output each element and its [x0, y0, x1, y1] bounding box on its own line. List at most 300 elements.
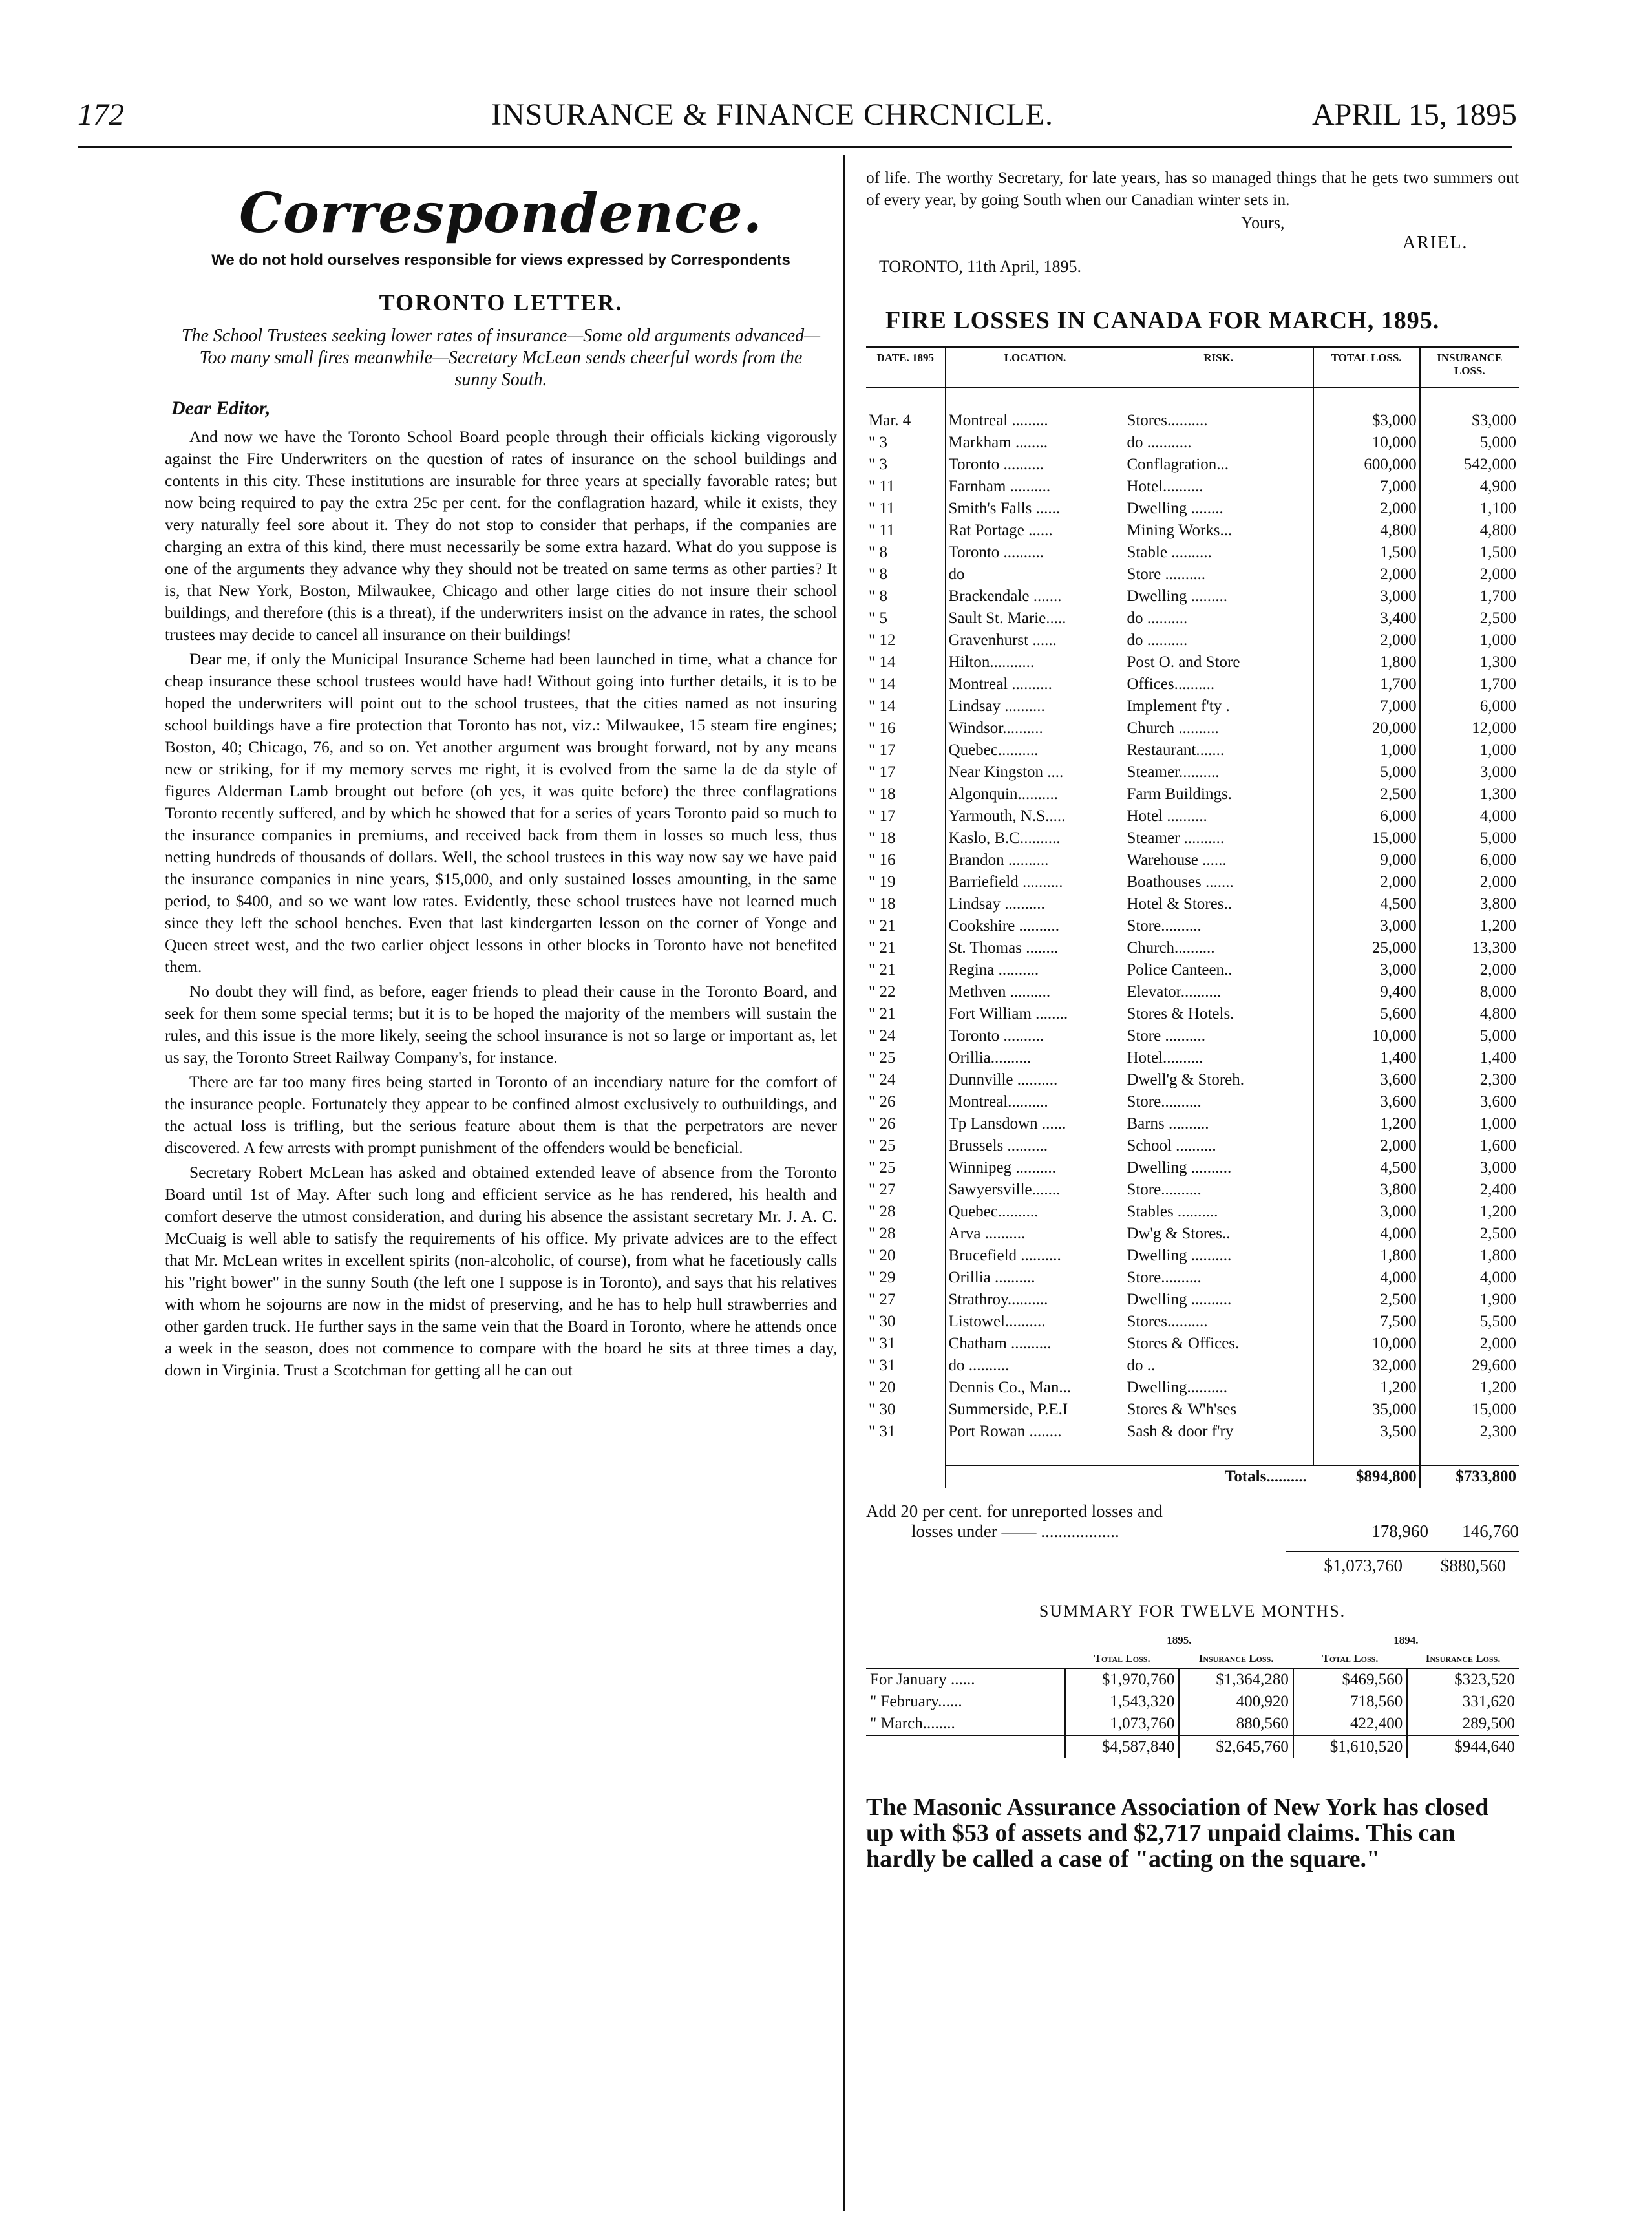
- table-row: [866, 805, 1519, 827]
- col-insurance-1894: Insurance Loss.: [1407, 1650, 1519, 1668]
- row-date: " 8: [866, 586, 946, 608]
- paragraph: Dear me, if only the Municipal Insurance Scheme had been launched in time, what a chance for cheap insurance these school trustees would have had! Without going into further details, it is to be hoped the underwriters will point out to the school trustees, that the cities named as not insuring school buildings have a fire protection that Toronto has not, viz.: Milwaukee, 15 steam fire engines; Boston, 40; Chicago, 76, and so on. Yet another argument was brought forward, not by any means new or striking, for if my memory serves me right, it is evolved from the same la de da style of figures Alderman Lamb brought out before (oh yes, it was quite before) the three conflagrations Toronto recently suffered, and by which he showed that for a series of years Toronto paid so much to the insurance companies in premiums, and received back from them in losses so much less, thus netting hundreds of thousands of dollars. Well, the school trustees in this way now say we have paid the insurance companies in nine years, $15,000, and only sustained losses amounting, in the same period, to $400, and so we want low rates. Evidently, these school trustees have not learned much since they left the school benches. Even that last kindergarten lesson on the corner of Yonge and Queen street west, and the two earlier object lessons in other blocks in Toronto have not benefited them.: [165, 650, 837, 976]
- row-risk: Store ..........: [1124, 564, 1313, 586]
- row-date: " 31: [866, 1355, 946, 1377]
- table-row: [866, 1223, 1519, 1245]
- table-row: [866, 959, 1519, 981]
- paragraph: No doubt they will find, as before, eager friends to plead their cause in the Toronto Board, and seek for them some special terms; but it is to be hoped the majority of the members will sustain the rules, and this issue is the more likely, seeing the school insurance is not so large or important as, let us say, the Toronto Street Railway Company's, for instance.: [165, 982, 837, 1066]
- row-risk: Sash & door f'ry: [1124, 1421, 1313, 1443]
- table-row: [866, 410, 1519, 432]
- row-location: Chatham ..........: [948, 1335, 1052, 1352]
- addition-insurance: 146,760: [1462, 1522, 1519, 1541]
- row-location: Algonquin..........: [948, 785, 1058, 803]
- row-total-loss: 15,000: [1313, 827, 1420, 849]
- row-insurance-loss: 1,200: [1479, 1379, 1516, 1396]
- row-location: Brussels ..........: [948, 1137, 1048, 1154]
- totals-total: $894,800: [1313, 1465, 1420, 1488]
- row-total-loss: 4,000: [1313, 1223, 1420, 1245]
- summary-t95: $1,970,760: [1065, 1668, 1179, 1691]
- row-location: Yarmouth, N.S.....: [948, 807, 1066, 825]
- paragraph: There are far too many fires being started in Toronto of an incendiary nature for the comfort of the insurance people. Fortunately they appear to be confined almost exclusively to outbuildings, and the actual loss is trifling, but the serious feature about them is that the perpetrators are never discovered. A few arrests with prompt punishment of the offenders would be beneficial.: [165, 1072, 837, 1157]
- summary-month: " March........: [870, 1715, 955, 1732]
- row-location: Winnipeg ..........: [948, 1159, 1056, 1176]
- row-total-loss: 32,000: [1313, 1355, 1420, 1377]
- journal-title: INSURANCE & FINANCE CHRCNICLE.: [491, 98, 1054, 132]
- row-risk: Dwelling ..........: [1124, 1289, 1313, 1311]
- row-insurance-loss: 1,900: [1479, 1291, 1516, 1308]
- row-insurance-loss: 5,000: [1479, 829, 1516, 847]
- row-risk: Hotel ..........: [1124, 805, 1313, 827]
- row-risk: Restaurant.......: [1124, 739, 1313, 761]
- row-location: Port Rowan ........: [948, 1423, 1062, 1440]
- row-location: Near Kingston ....: [948, 763, 1064, 781]
- row-date: " 25: [866, 1135, 946, 1157]
- summary-t95: 1,543,320: [1065, 1691, 1179, 1713]
- row-date: " 3: [866, 432, 946, 454]
- row-total-loss: 2,500: [1313, 1289, 1420, 1311]
- table-row: [866, 739, 1519, 761]
- row-date: " 26: [866, 1113, 946, 1135]
- row-total-loss: 2,000: [1313, 871, 1420, 893]
- row-risk: do ..........: [1124, 630, 1313, 652]
- row-insurance-loss: 2,000: [1479, 873, 1516, 891]
- summary-i94: 289,500: [1407, 1713, 1519, 1735]
- row-total-loss: 10,000: [1313, 432, 1420, 454]
- row-risk: Post O. and Store: [1124, 652, 1313, 674]
- row-total-loss: 2,000: [1313, 630, 1420, 652]
- row-insurance-loss: 1,000: [1479, 741, 1516, 759]
- row-total-loss: 3,800: [1313, 1179, 1420, 1201]
- row-location: Lindsay ..........: [948, 895, 1045, 913]
- table-row: [866, 432, 1519, 454]
- row-risk: Implement f'ty .: [1124, 695, 1313, 717]
- row-risk: do ..........: [1124, 608, 1313, 630]
- table-row: [866, 937, 1519, 959]
- row-date: " 12: [866, 630, 946, 652]
- row-date: " 22: [866, 981, 946, 1003]
- grand-total: $1,073,760: [1324, 1556, 1403, 1575]
- summary-t95: 1,073,760: [1065, 1713, 1179, 1735]
- table-row: [866, 564, 1519, 586]
- row-location: Summerside, P.E.I: [948, 1401, 1068, 1418]
- row-insurance-loss: 4,800: [1479, 522, 1516, 539]
- table-row: [866, 542, 1519, 564]
- row-total-loss: 1,800: [1313, 1245, 1420, 1267]
- col-risk: RISK.: [1124, 347, 1313, 387]
- row-date: " 5: [866, 608, 946, 630]
- year-1895: 1895.: [1167, 1634, 1192, 1646]
- summary-i95: 400,920: [1179, 1691, 1293, 1713]
- sum-total-t94: $1,610,520: [1293, 1735, 1407, 1758]
- table-row: [866, 1069, 1519, 1091]
- row-location: Quebec..........: [948, 1203, 1039, 1220]
- row-total-loss: 3,000: [1313, 915, 1420, 937]
- row-total-loss: 9,400: [1313, 981, 1420, 1003]
- row-insurance-loss: 12,000: [1472, 719, 1516, 737]
- row-risk: Church ..........: [1124, 717, 1313, 739]
- sum-total-t95: $4,587,840: [1065, 1735, 1179, 1758]
- table-row: [866, 893, 1519, 915]
- row-date: " 8: [866, 564, 946, 586]
- signature: ARIEL.: [1403, 233, 1468, 253]
- summary-title: SUMMARY FOR TWELVE MONTHS.: [1039, 1602, 1346, 1620]
- row-total-loss: 5,000: [1313, 761, 1420, 783]
- row-date: " 3: [866, 454, 946, 476]
- row-total-loss: 7,500: [1313, 1311, 1420, 1333]
- row-insurance-loss: 1,500: [1479, 544, 1516, 561]
- issue-date: APRIL 15, 1895: [1312, 98, 1517, 132]
- row-risk: Stores & Hotels.: [1124, 1003, 1313, 1025]
- row-insurance-loss: 1,700: [1479, 675, 1516, 693]
- masonic-note: The Masonic Assurance Association of New York has closed up with $53 of assets and $2,717 unpaid claims. This can hardly be called a case of "acting on the square.": [866, 1794, 1489, 1873]
- row-date: " 14: [866, 674, 946, 695]
- row-risk: Store..........: [1124, 1267, 1313, 1289]
- row-date: " 26: [866, 1091, 946, 1113]
- table-row: [866, 1003, 1519, 1025]
- row-date: " 24: [866, 1025, 946, 1047]
- table-row: [866, 520, 1519, 542]
- row-date: " 14: [866, 695, 946, 717]
- row-date: " 25: [866, 1157, 946, 1179]
- summary-row: [866, 1668, 1519, 1691]
- row-total-loss: 2,000: [1313, 564, 1420, 586]
- row-risk: Dwelling ..........: [1124, 1157, 1313, 1179]
- row-risk: Mining Works...: [1124, 520, 1313, 542]
- table-row: [866, 1157, 1519, 1179]
- table-row: [866, 783, 1519, 805]
- column-divider: [843, 155, 845, 2211]
- row-risk: Police Canteen..: [1124, 959, 1313, 981]
- row-location: Rat Portage ......: [948, 522, 1053, 539]
- row-risk: Steamer ..........: [1124, 827, 1313, 849]
- row-total-loss: 20,000: [1313, 717, 1420, 739]
- row-risk: Farm Buildings.: [1124, 783, 1313, 805]
- row-total-loss: 9,000: [1313, 849, 1420, 871]
- row-insurance-loss: 5,000: [1479, 1027, 1516, 1045]
- row-location: Gravenhurst ......: [948, 631, 1057, 649]
- addition-note: Add 20 per cent. for unreported losses and: [866, 1502, 1163, 1521]
- totals-row: [866, 1465, 1519, 1488]
- table-row: [866, 454, 1519, 476]
- row-insurance-loss: 2,500: [1479, 610, 1516, 627]
- grand-insurance: $880,560: [1440, 1556, 1506, 1575]
- row-date: " 27: [866, 1179, 946, 1201]
- summary-table: [866, 1631, 1519, 1758]
- section-title: Correspondence.: [238, 181, 763, 245]
- col-location: LOCATION.: [946, 347, 1125, 387]
- row-location: Toronto ..........: [948, 1027, 1044, 1045]
- row-location: do: [948, 566, 965, 583]
- row-insurance-loss: 4,000: [1479, 807, 1516, 825]
- row-insurance-loss: $3,000: [1472, 412, 1516, 429]
- row-total-loss: 2,000: [1313, 1135, 1420, 1157]
- col-insurance-1895: Insurance Loss.: [1179, 1650, 1293, 1668]
- row-total-loss: 4,500: [1313, 1157, 1420, 1179]
- paragraph: And now we have the Toronto School Board people through their officials kicking vigorously against the Fire Underwriters on the question of rates of insurance on the school buildings and contents in this city. These institutions are insurable for three years at specially favorable rates; but now being required to pay the extra 25c per cent. for the conflagration hazard, while it exists, they very naturally feel sore about it. They do not stop to consider that perhaps, if the companies are charging an extra of this kind, there must necessarily be some extra hazard. What do you suppose is one of the arguments they advance why they should not be treated on same terms as other parties? It is, that New York, Boston, Milwaukee, Chicago and other large cities do not insure their school buildings, and therefore (this is a threat), if the underwriters insist on the advance in rates, the school trustees may decide to cancel all insurance on their buildings!: [165, 427, 837, 644]
- summary-month: For January ......: [870, 1671, 975, 1688]
- disclaimer: We do not hold ourselves responsible for views expressed by Correspondents: [211, 251, 790, 269]
- row-insurance-loss: 15,000: [1472, 1401, 1516, 1418]
- summary-t94: $469,560: [1293, 1668, 1407, 1691]
- row-insurance-loss: 1,000: [1479, 1115, 1516, 1132]
- table-row: [866, 476, 1519, 498]
- table-row: [866, 1113, 1519, 1135]
- row-insurance-loss: 2,300: [1479, 1071, 1516, 1088]
- sum-total-i95: $2,645,760: [1179, 1735, 1293, 1758]
- row-location: Fort William ........: [948, 1005, 1068, 1023]
- table-row: [866, 1267, 1519, 1289]
- salutation: Dear Editor,: [171, 398, 271, 419]
- row-risk: Stores..........: [1124, 410, 1313, 432]
- row-insurance-loss: 8,000: [1479, 983, 1516, 1001]
- row-location: Dunnville ..........: [948, 1071, 1058, 1088]
- row-total-loss: 5,600: [1313, 1003, 1420, 1025]
- totals-label: Totals..........: [946, 1465, 1313, 1488]
- row-insurance-loss: 1,300: [1479, 653, 1516, 671]
- row-insurance-loss: 13,300: [1472, 939, 1516, 957]
- row-location: Quebec..........: [948, 741, 1039, 759]
- summary-t94: 718,560: [1293, 1691, 1407, 1713]
- row-risk: Offices..........: [1124, 674, 1313, 695]
- row-date: " 21: [866, 915, 946, 937]
- row-insurance-loss: 6,000: [1479, 851, 1516, 869]
- fire-losses-table: [866, 346, 1519, 1488]
- table-row: [866, 674, 1519, 695]
- table-row: [866, 1091, 1519, 1113]
- row-location: Dennis Co., Man...: [948, 1379, 1072, 1396]
- table-row: [866, 608, 1519, 630]
- row-date: " 14: [866, 652, 946, 674]
- row-risk: Stables ..........: [1124, 1201, 1313, 1223]
- row-risk: Hotel..........: [1124, 476, 1313, 498]
- row-date: " 11: [866, 476, 946, 498]
- row-date: " 18: [866, 783, 946, 805]
- row-date: " 16: [866, 849, 946, 871]
- row-date: " 11: [866, 520, 946, 542]
- row-risk: Barns ..........: [1124, 1113, 1313, 1135]
- row-date: " 18: [866, 893, 946, 915]
- row-date: " 8: [866, 542, 946, 564]
- year-1894: 1894.: [1393, 1634, 1419, 1646]
- row-location: Kaslo, B.C..........: [948, 829, 1061, 847]
- table-row: [866, 1333, 1519, 1355]
- closing: Yours,: [1241, 213, 1285, 232]
- row-risk: School ..........: [1124, 1135, 1313, 1157]
- row-insurance-loss: 3,800: [1479, 895, 1516, 913]
- row-location: Montreal .........: [948, 412, 1048, 429]
- table-row: [866, 1289, 1519, 1311]
- row-location: Brackendale .......: [948, 588, 1062, 605]
- row-date: " 28: [866, 1223, 946, 1245]
- row-date: " 28: [866, 1201, 946, 1223]
- row-date: " 21: [866, 959, 946, 981]
- row-total-loss: 3,600: [1313, 1069, 1420, 1091]
- row-total-loss: 3,500: [1313, 1421, 1420, 1443]
- table-row: [866, 849, 1519, 871]
- row-location: Sawyersville.......: [948, 1181, 1061, 1198]
- row-risk: Dw'g & Stores..: [1124, 1223, 1313, 1245]
- row-total-loss: 10,000: [1313, 1025, 1420, 1047]
- row-location: Smith's Falls ......: [948, 500, 1061, 517]
- letter-title: TORONTO LETTER.: [379, 290, 623, 315]
- row-location: Toronto ..........: [948, 544, 1044, 561]
- row-insurance-loss: 2,400: [1479, 1181, 1516, 1198]
- row-total-loss: 3,400: [1313, 608, 1420, 630]
- row-date: " 20: [866, 1245, 946, 1267]
- table-row: [866, 586, 1519, 608]
- row-total-loss: 1,200: [1313, 1113, 1420, 1135]
- addition-row: [866, 1522, 1519, 1542]
- row-total-loss: 2,000: [1313, 498, 1420, 520]
- fire-losses-title: FIRE LOSSES IN CANADA FOR MARCH, 1895.: [885, 307, 1440, 334]
- row-date: " 24: [866, 1069, 946, 1091]
- row-date: " 31: [866, 1421, 946, 1443]
- row-risk: Boathouses .......: [1124, 871, 1313, 893]
- table-row: [866, 630, 1519, 652]
- row-insurance-loss: 2,500: [1479, 1225, 1516, 1242]
- row-risk: Stores & W'h'ses: [1124, 1399, 1313, 1421]
- row-insurance-loss: 1,300: [1479, 785, 1516, 803]
- row-total-loss: 6,000: [1313, 805, 1420, 827]
- row-risk: do ...........: [1124, 432, 1313, 454]
- row-total-loss: 25,000: [1313, 937, 1420, 959]
- row-insurance-loss: 2,000: [1479, 566, 1516, 583]
- row-total-loss: 1,400: [1313, 1047, 1420, 1069]
- letter-continuation: of life. The worthy Secretary, for late years, has so managed things that he gets two summers out of every year, by going South when our Canadian winter sets in.: [866, 168, 1519, 209]
- paragraph: Secretary Robert McLean has asked and obtained extended leave of absence from the Toronto Board until 1st of May. After such long and efficient service as he has rendered, his health and comfort deserve the utmost consideration, and during his absence the assistant secretary Mr. J. A. C. McCuaig is well able to satisfy the requirements of his office. My private advices are to the effect that Mr. McLean writes in excellent spirits (non-alcoholic, of course), from what he facetiously calls his "right bower" in the sunny South (the left one I suppose is in Toronto), and says that his relatives with whom he sojourns are now in the midst of preserving, and he has to help hull strawberries and other garden truck. He further says in the same vein that the Board in Toronto, where he attends once a week in the season, does not commence to compare with the board he sits at three times a day, down in Virginia. Trust a Scotchman for getting all he can out: [165, 1163, 837, 1379]
- row-location: St. Thomas ........: [948, 939, 1059, 957]
- row-risk: Dwelling ..........: [1124, 1245, 1313, 1267]
- row-location: Montreal..........: [948, 1093, 1048, 1110]
- table-row: [866, 1201, 1519, 1223]
- row-risk: Dwelling ........: [1124, 498, 1313, 520]
- row-insurance-loss: 2,000: [1479, 961, 1516, 979]
- row-insurance-loss: 1,800: [1479, 1247, 1516, 1264]
- row-location: Brucefield ..........: [948, 1247, 1061, 1264]
- row-insurance-loss: 1,100: [1479, 500, 1516, 517]
- row-total-loss: 1,700: [1313, 674, 1420, 695]
- row-total-loss: 7,000: [1313, 695, 1420, 717]
- row-date: " 21: [866, 1003, 946, 1025]
- table-row: [866, 717, 1519, 739]
- row-location: Orillia..........: [948, 1049, 1032, 1066]
- row-risk: Dwelling..........: [1124, 1377, 1313, 1399]
- row-date: " 17: [866, 761, 946, 783]
- row-risk: Store..........: [1124, 1091, 1313, 1113]
- row-location: Hilton...........: [948, 653, 1035, 671]
- summary-row: [866, 1713, 1519, 1735]
- row-location: Methven ..........: [948, 983, 1051, 1001]
- table-row: [866, 1179, 1519, 1201]
- table-row: [866, 1311, 1519, 1333]
- row-location: Orillia ..........: [948, 1269, 1035, 1286]
- row-location: Montreal ..........: [948, 675, 1052, 693]
- row-insurance-loss: 6,000: [1479, 697, 1516, 715]
- row-insurance-loss: 1,200: [1479, 917, 1516, 935]
- header-rule: [78, 146, 1512, 148]
- row-risk: Conflagration...: [1124, 454, 1313, 476]
- addition-total: 178,960: [1371, 1522, 1428, 1541]
- row-total-loss: 4,800: [1313, 520, 1420, 542]
- col-total-1895: Total Loss.: [1065, 1650, 1179, 1668]
- table-row: [866, 1421, 1519, 1443]
- row-date: " 30: [866, 1399, 946, 1421]
- row-insurance-loss: 1,400: [1479, 1049, 1516, 1066]
- col-insurance-loss: INSURANCE LOSS.: [1420, 347, 1519, 387]
- row-risk: Hotel..........: [1124, 1047, 1313, 1069]
- row-date: " 25: [866, 1047, 946, 1069]
- row-location: Windsor..........: [948, 719, 1043, 737]
- row-total-loss: 3,600: [1313, 1091, 1420, 1113]
- grand-total-row: [1286, 1551, 1519, 1576]
- row-insurance-loss: 3,000: [1479, 1159, 1516, 1176]
- summary-i95: $1,364,280: [1179, 1668, 1293, 1691]
- row-total-loss: 10,000: [1313, 1333, 1420, 1355]
- row-total-loss: $3,000: [1313, 410, 1420, 432]
- summary-i94: $323,520: [1407, 1668, 1519, 1691]
- row-location: Arva ..........: [948, 1225, 1026, 1242]
- summary-i95: 880,560: [1179, 1713, 1293, 1735]
- addition-label: losses under —— ..................: [911, 1522, 1119, 1541]
- row-date: " 19: [866, 871, 946, 893]
- row-insurance-loss: 5,000: [1479, 434, 1516, 451]
- row-location: Markham ........: [948, 434, 1048, 451]
- table-row: [866, 1135, 1519, 1157]
- row-total-loss: 4,500: [1313, 893, 1420, 915]
- row-total-loss: 35,000: [1313, 1399, 1420, 1421]
- row-date: " 29: [866, 1267, 946, 1289]
- row-total-loss: 2,500: [1313, 783, 1420, 805]
- table-row: [866, 1025, 1519, 1047]
- table-row: [866, 1047, 1519, 1069]
- col-date: DATE. 1895: [866, 347, 946, 387]
- table-row: [866, 652, 1519, 674]
- row-risk: Warehouse ......: [1124, 849, 1313, 871]
- row-insurance-loss: 1,200: [1479, 1203, 1516, 1220]
- row-total-loss: 600,000: [1313, 454, 1420, 476]
- summary-row: [866, 1691, 1519, 1713]
- row-risk: Store..........: [1124, 1179, 1313, 1201]
- table-row: [866, 695, 1519, 717]
- row-date: " 17: [866, 805, 946, 827]
- row-risk: do ..: [1124, 1355, 1313, 1377]
- row-risk: Store ..........: [1124, 1025, 1313, 1047]
- row-date: " 18: [866, 827, 946, 849]
- table-row: [866, 827, 1519, 849]
- letter-subheading: The School Trustees seeking lower rates of insurance—Some old arguments advanced—Too many small fires meanwhile—Secretary McLean sends cheerful words from the sunny South.: [181, 326, 821, 390]
- row-insurance-loss: 1,000: [1479, 631, 1516, 649]
- row-location: do ..........: [948, 1357, 1010, 1374]
- row-date: Mar. 4: [866, 410, 946, 432]
- table-row: [866, 1355, 1519, 1377]
- row-insurance-loss: 3,600: [1479, 1093, 1516, 1110]
- row-insurance-loss: 4,900: [1479, 478, 1516, 495]
- row-risk: Store..........: [1124, 915, 1313, 937]
- page-number: 172: [78, 98, 124, 132]
- row-total-loss: 1,500: [1313, 542, 1420, 564]
- correspondence-column: [165, 181, 837, 1384]
- row-total-loss: 3,000: [1313, 586, 1420, 608]
- row-risk: Hotel & Stores..: [1124, 893, 1313, 915]
- row-total-loss: 1,000: [1313, 739, 1420, 761]
- col-total-1894: Total Loss.: [1293, 1650, 1407, 1668]
- table-row: [866, 915, 1519, 937]
- row-total-loss: 3,000: [1313, 1201, 1420, 1223]
- row-risk: Steamer..........: [1124, 761, 1313, 783]
- row-location: Cookshire ..........: [948, 917, 1060, 935]
- row-risk: Church..........: [1124, 937, 1313, 959]
- row-location: Lindsay ..........: [948, 697, 1045, 715]
